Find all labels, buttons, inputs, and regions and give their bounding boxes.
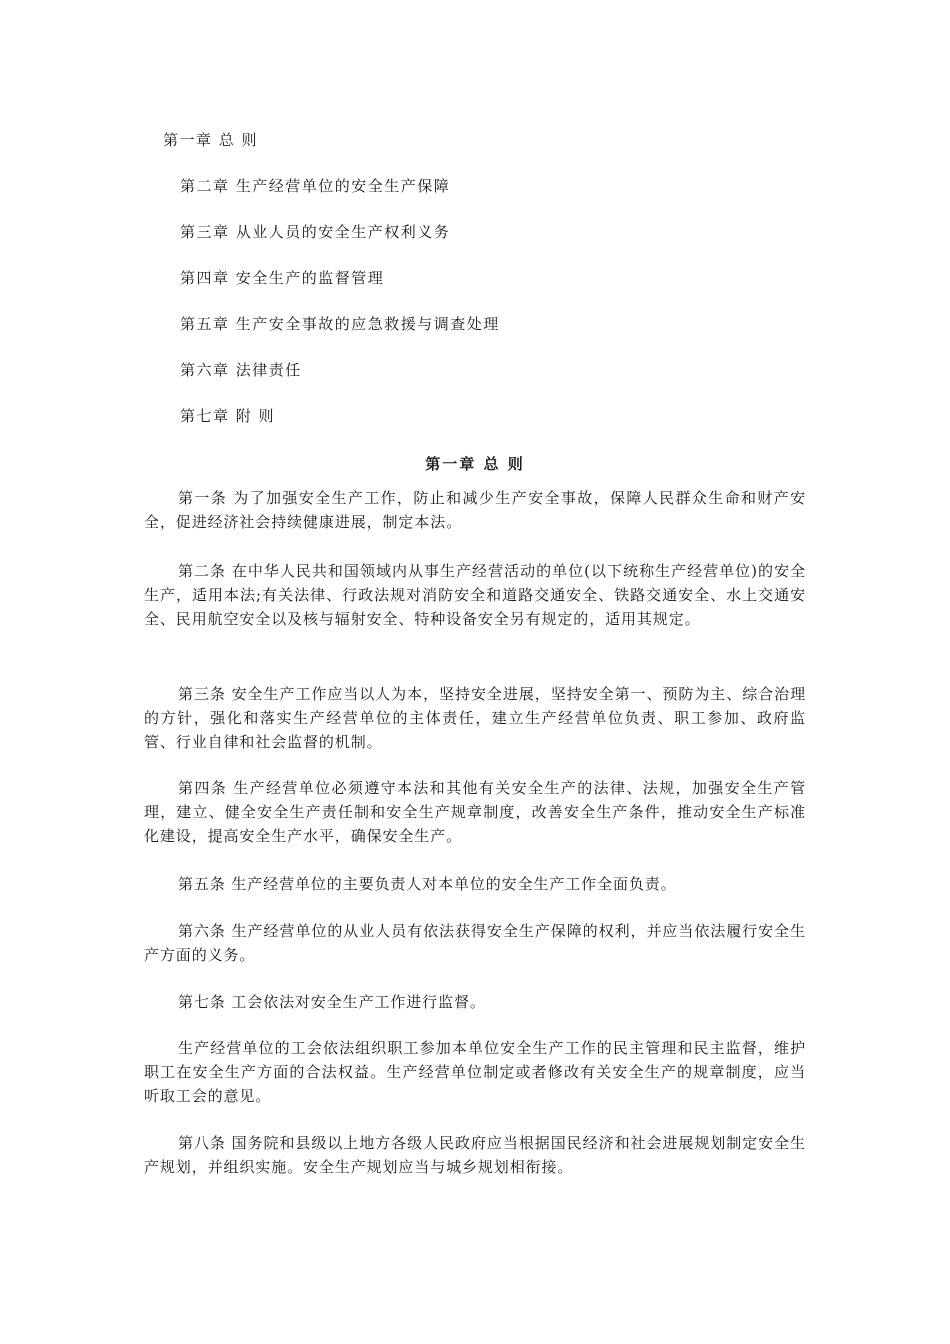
toc-item-chapter-7: 第七章 附 则 — [180, 407, 276, 425]
article-6: 第六条 生产经营单位的从业人员有依法获得安全生产保障的权利，并应当依法履行安全生产方面的义务。 — [144, 922, 806, 964]
article-1: 第一条 为了加强安全生产工作，防止和减少生产安全事故，保障人民群众生命和财产安全，促进经济社会持续健康进展，制定本法。 — [144, 489, 806, 531]
chapter-heading: 第一章 总 则 — [425, 455, 525, 473]
article-7: 第七条 工会依法对安全生产工作进行监督。 — [178, 993, 486, 1011]
article-5: 第五条 生产经营单位的主要负责人对本单位的安全生产工作全面负责。 — [178, 875, 677, 893]
article-4: 第四条 生产经营单位必须遵守本法和其他有关安全生产的法律、法规，加强安全生产管理，建立、健全安全生产责任制和安全生产规章制度，改善安全生产条件，推动安全生产标准化建设，提高安全生产水平，确保安全生产。 — [144, 779, 806, 845]
toc-item-chapter-4: 第四章 安全生产的监督管理 — [180, 269, 385, 287]
toc-item-chapter-3: 第三章 从业人员的安全生产权利义务 — [180, 223, 451, 241]
toc-item-chapter-5: 第五章 生产安全事故的应急救援与调查处理 — [180, 315, 500, 333]
article-8: 第八条 国务院和县级以上地方各级人民政府应当根据国民经济和社会进展规划制定安全生产规划，并组织实施。安全生产规划应当与城乡规划相衔接。 — [144, 1134, 806, 1176]
toc-item-chapter-6: 第六章 法律责任 — [180, 361, 302, 379]
article-7-paragraph-2: 生产经营单位的工会依法组织职工参加本单位安全生产工作的民主管理和民主监督，维护职工在安全生产方面的合法权益。生产经营单位制定或者修改有关安全生产的规章制度，应当听取工会的意见。 — [144, 1039, 806, 1105]
article-3: 第三条 安全生产工作应当以人为本，坚持安全进展，坚持安全第一、预防为主、综合治理的方针，强化和落实生产经营单位的主体责任，建立生产经营单位负责、职工参加、政府监管、行业自律和社会监督的机制。 — [144, 685, 806, 751]
toc-item-chapter-1: 第一章 总 则 — [163, 131, 259, 149]
article-2: 第二条 在中华人民共和国领域内从事生产经营活动的单位(以下统称生产经营单位)的安全生产，适用本法;有关法律、行政法规对消防安全和道路交通安全、铁路交通安全、水上交通安全、民用航空安全以及核与辐射安全、特种设备安全另有规定的，适用其规定。 — [144, 562, 806, 628]
toc-item-chapter-2: 第二章 生产经营单位的安全生产保障 — [180, 177, 451, 195]
